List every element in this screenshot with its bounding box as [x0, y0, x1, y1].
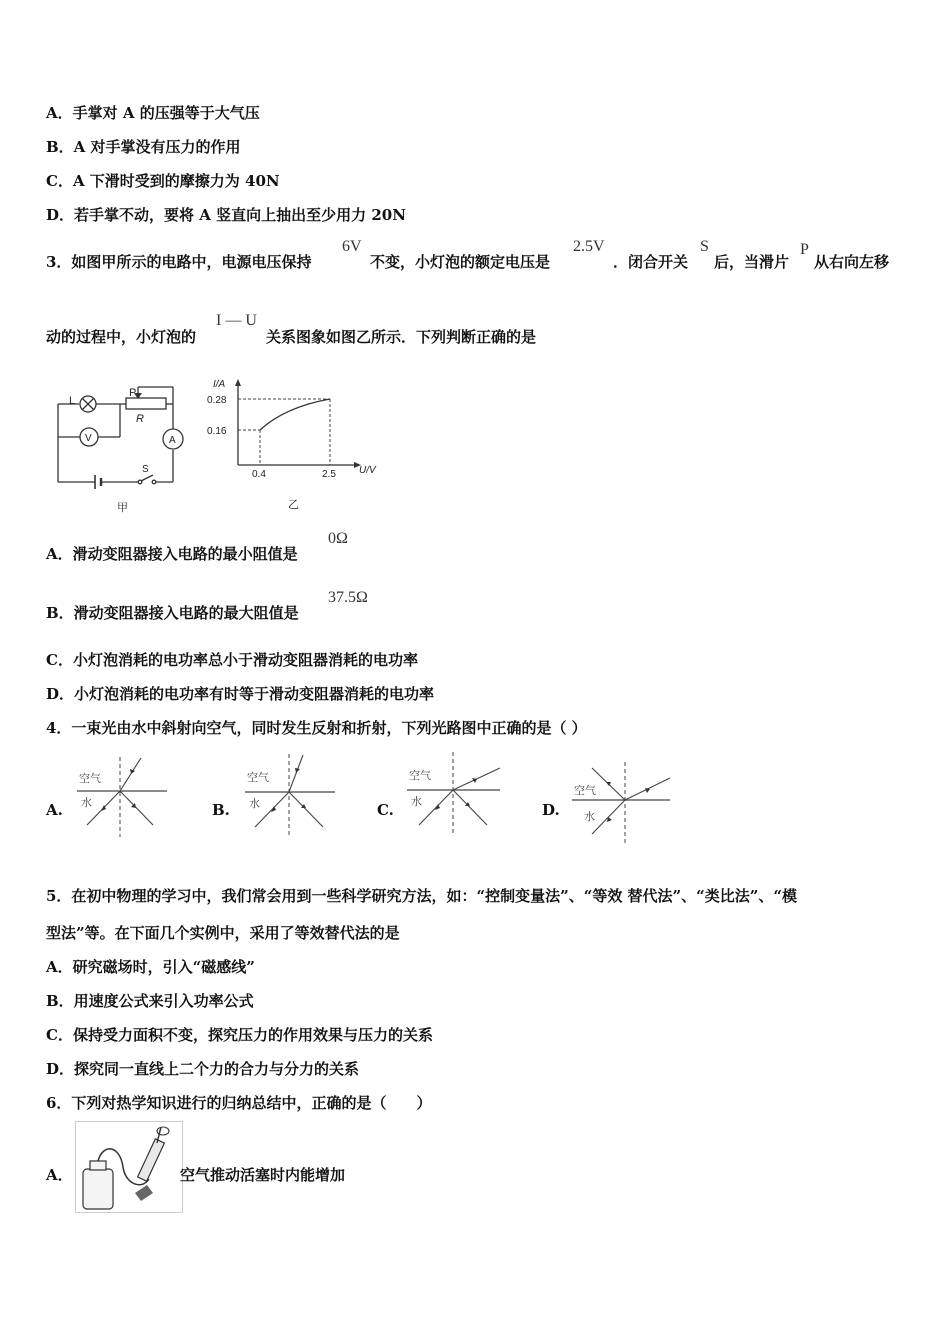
- q4-option-a-label: A.: [46, 801, 63, 819]
- water-label: 水: [584, 811, 595, 823]
- q3-math-p: P: [800, 241, 809, 258]
- q5-stem-line1: 5．在初中物理的学习中，我们常会用到一些科学研究方法，如：“控制变量法”、“等效 替代法”、“类比法”、“模: [46, 887, 798, 905]
- y-tick-label-0: 0.16: [207, 426, 227, 437]
- q3-option-a-value: 0Ω: [328, 530, 348, 547]
- q3-option-a: A．滑动变阻器接入电路的最小阻值是: [46, 545, 298, 563]
- q3-math-2-5v: 2.5V: [573, 238, 605, 255]
- q5-stem-line2: 型法”等。在下面几个实例中，采用了等效替代法的是: [46, 924, 400, 942]
- q3-math-6v: 6V: [342, 238, 362, 255]
- q2-option-d: D．若手掌不动，要将 A 竖直向上抽出至少用力 20N: [46, 206, 406, 224]
- q6-stem: 6．下列对热学知识进行的归纳总结中，正确的是（ ）: [46, 1094, 432, 1112]
- q4-diagram-a: [75, 755, 170, 840]
- q4-option-d-label: D.: [542, 801, 560, 819]
- q3-math-i-u: I — U: [216, 312, 257, 329]
- q5-option-c: C．保持受力面积不变，探究压力的作用效果与压力的关系: [46, 1026, 433, 1044]
- water-label: 水: [249, 798, 260, 810]
- label-s: S: [142, 464, 149, 475]
- q3-stem-part2: 不变，小灯泡的额定电压是: [370, 253, 551, 271]
- q4-option-b-label: B.: [212, 801, 230, 819]
- q3-option-b-value: 37.5Ω: [328, 589, 368, 606]
- x-axis-label: U/V: [359, 465, 376, 476]
- q5-option-b: B．用速度公式来引入功率公式: [46, 992, 254, 1010]
- water-label: 水: [411, 796, 422, 808]
- q5-option-d: D．探究同一直线上二个力的合力与分力的关系: [46, 1060, 360, 1078]
- x-tick-label-1: 2.5: [322, 469, 336, 480]
- ammeter-icon: A: [169, 435, 176, 446]
- water-label: 水: [81, 797, 92, 809]
- iu-curve: [260, 399, 330, 430]
- y-tick-label-1: 0.28: [207, 395, 227, 406]
- q3-stem-part4: 后，当滑片: [714, 253, 790, 271]
- q4-stem: 4．一束光由水中斜射向空气，同时发生反射和折射，下列光路图中正确的是（ ）: [46, 719, 587, 737]
- q3-stem-line2b: 关系图象如图乙所示．下列判断正确的是: [266, 328, 537, 346]
- air-label: 空气: [247, 772, 269, 784]
- q5-option-a: A．研究磁场时，引入“磁感线”: [46, 958, 255, 976]
- air-label: 空气: [79, 773, 101, 785]
- q3-option-b: B．滑动变阻器接入电路的最大阻值是: [46, 604, 299, 622]
- air-label: 空气: [409, 770, 431, 782]
- q2-option-a: A．手掌对 A 的压强等于大气压: [46, 104, 260, 122]
- q6-air-piston-image: [75, 1121, 183, 1213]
- circuit-diagram-jia: [50, 382, 195, 517]
- q3-stem-part3: ．闭合开关: [613, 253, 689, 271]
- label-r: R: [136, 413, 144, 425]
- q3-stem-part1: 3．如图甲所示的电路中，电源电压保持: [46, 253, 312, 271]
- q3-stem-line2a: 动的过程中，小灯泡的: [46, 328, 197, 346]
- caption-yi: 乙: [288, 499, 299, 511]
- q6-option-a-text: 空气推动活塞时内能增加: [180, 1166, 346, 1184]
- q3-option-d: D．小灯泡消耗的电功率有时等于滑动变阻器消耗的电功率: [46, 685, 435, 703]
- q3-math-s: S: [700, 238, 709, 255]
- air-label: 空气: [574, 785, 596, 797]
- q3-option-c: C．小灯泡消耗的电功率总小于滑动变阻器消耗的电功率: [46, 651, 418, 669]
- caption-jia: 甲: [117, 502, 128, 514]
- q4-diagram-c: [405, 750, 505, 838]
- x-tick-label-0: 0.4: [252, 469, 266, 480]
- label-l: L: [69, 395, 76, 407]
- label-p: P: [129, 387, 137, 399]
- q3-stem-part5: 从右向左移: [814, 253, 890, 271]
- iu-graph-yi: [205, 376, 395, 516]
- voltmeter-icon: V: [85, 433, 92, 444]
- q4-diagram-b: [243, 752, 338, 840]
- q2-option-c: C．A 下滑时受到的摩擦力为 40N: [46, 172, 280, 190]
- q4-diagram-d: [570, 760, 675, 848]
- q6-option-a-label: A．: [46, 1166, 73, 1184]
- y-axis-label: I/A: [213, 379, 226, 390]
- q2-option-b: B．A 对手掌没有压力的作用: [46, 138, 241, 156]
- q4-option-c-label: C.: [377, 801, 394, 819]
